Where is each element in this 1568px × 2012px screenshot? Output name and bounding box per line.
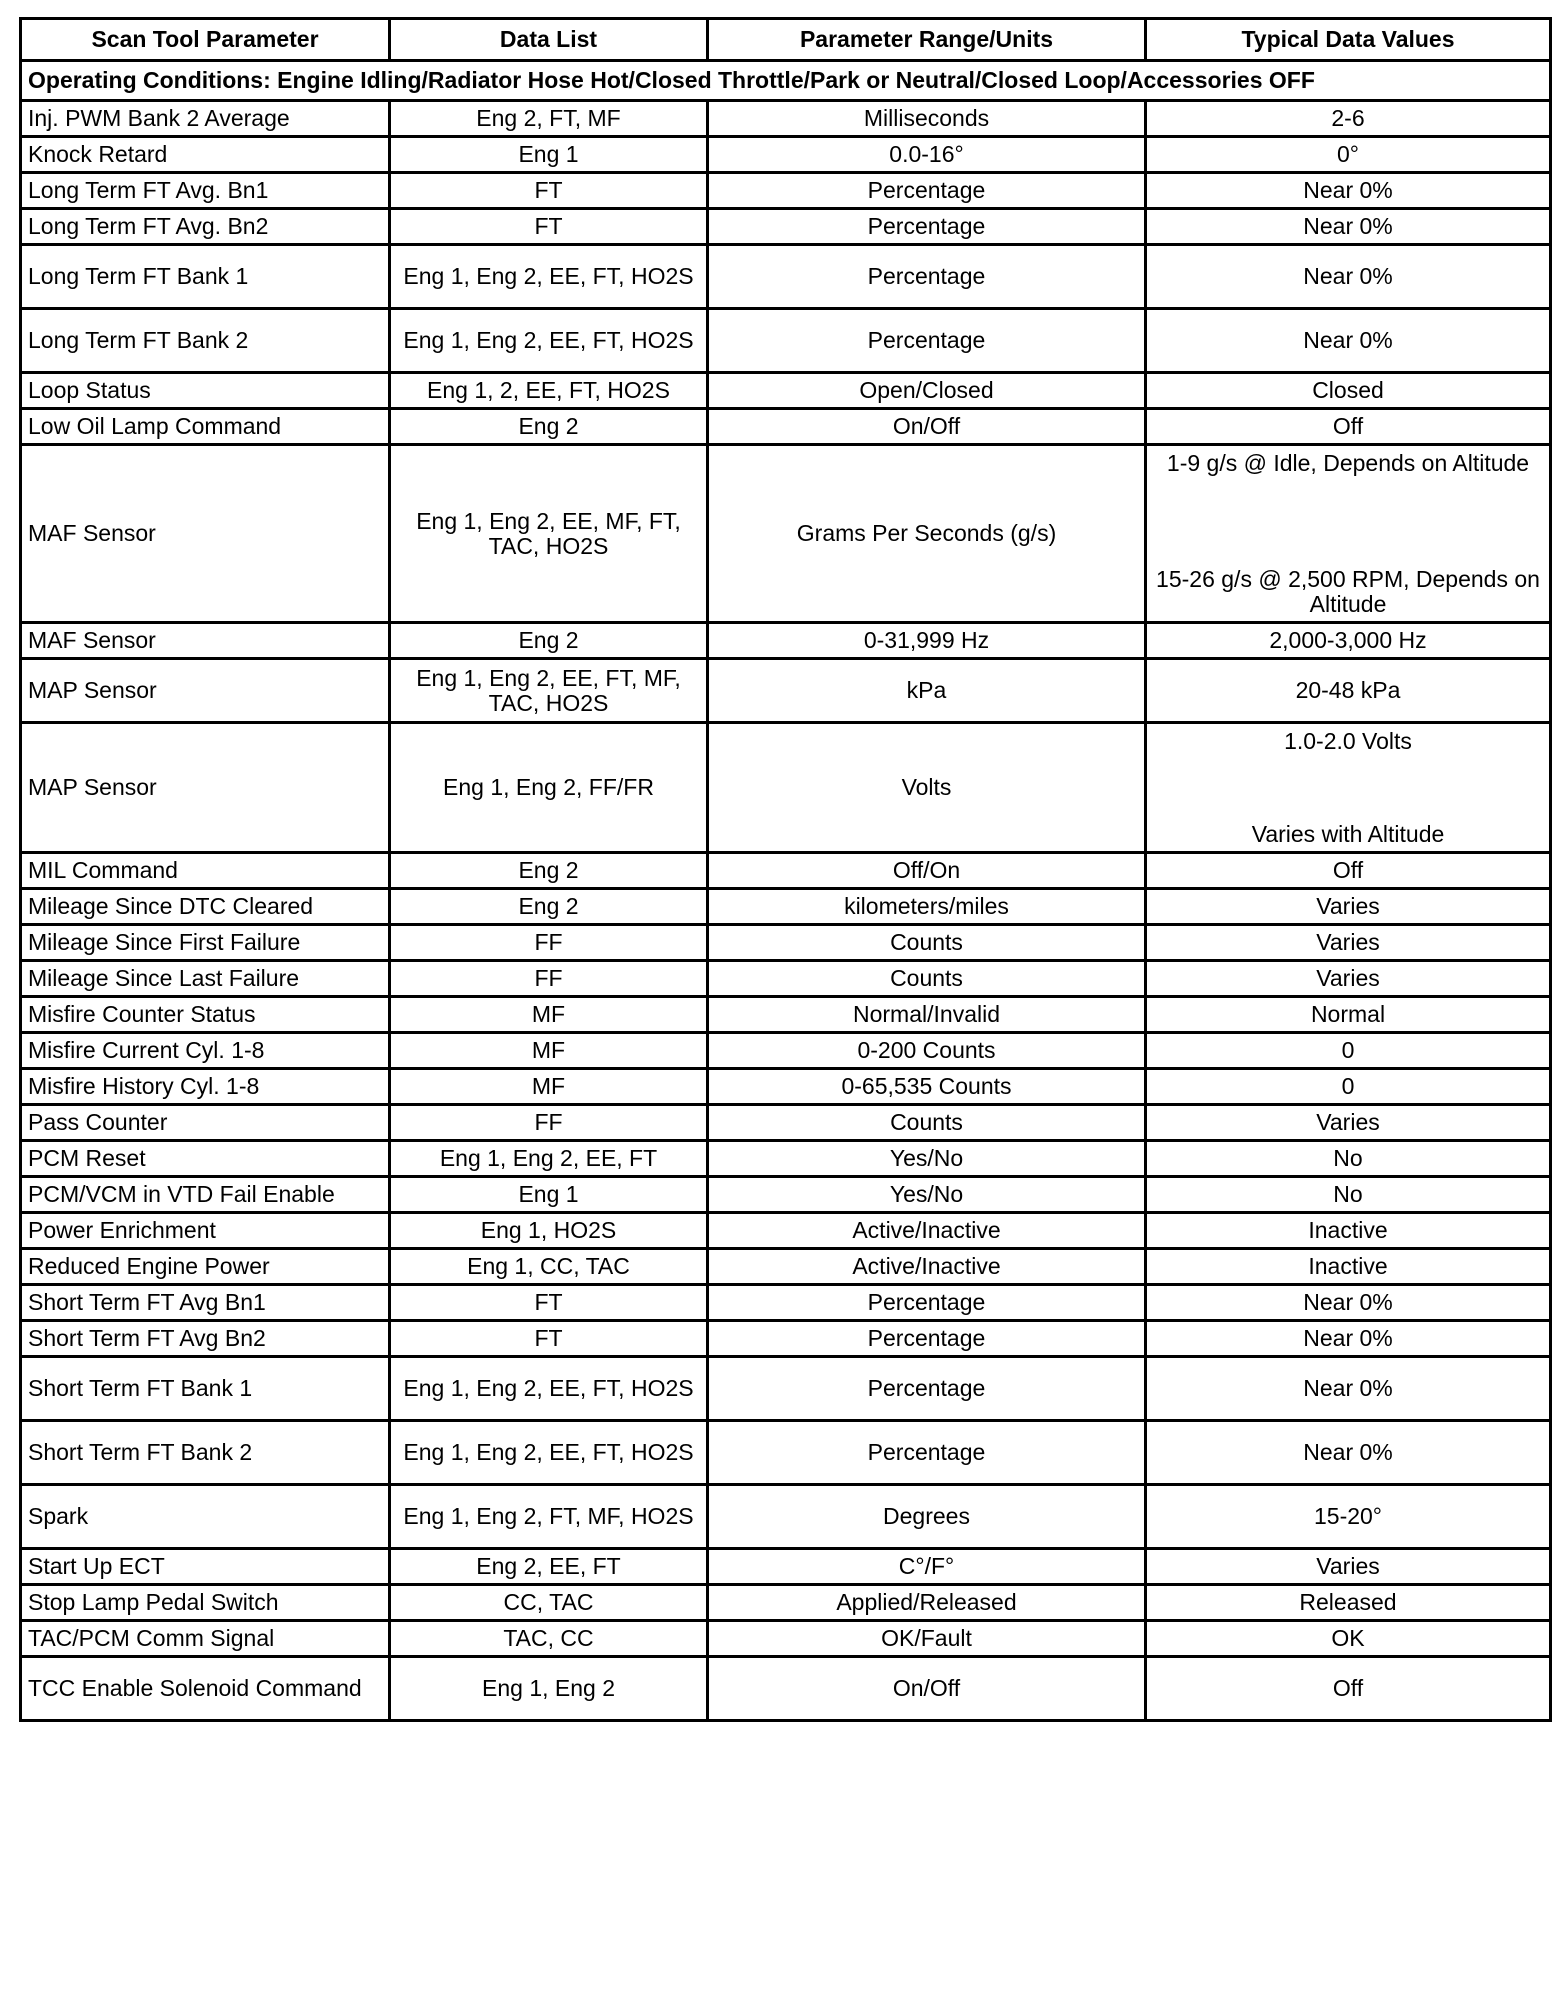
cell-scan-tool-parameter: Knock Retard	[21, 137, 390, 173]
cell-parameter-range-units: Normal/Invalid	[708, 997, 1146, 1033]
cell-typical-data-values: No	[1146, 1177, 1551, 1213]
cell-typical-data-values: Varies	[1146, 961, 1551, 997]
table-row	[21, 1357, 1551, 1421]
cell-scan-tool-parameter: Power Enrichment	[21, 1213, 390, 1249]
cell-parameter-range-units: Percentage	[708, 309, 1146, 373]
table-row	[21, 445, 1551, 623]
cell-scan-tool-parameter: PCM Reset	[21, 1141, 390, 1177]
cell-scan-tool-parameter: MAP Sensor	[21, 659, 390, 723]
cell-data-list: Eng 2	[390, 889, 708, 925]
cell-parameter-range-units: kPa	[708, 659, 1146, 723]
cell-data-list: Eng 1	[390, 137, 708, 173]
cell-parameter-range-units: Percentage	[708, 1285, 1146, 1321]
cell-parameter-range-units: Percentage	[708, 209, 1146, 245]
cell-data-list: Eng 2, EE, FT	[390, 1549, 708, 1585]
table-row	[21, 961, 1551, 997]
cell-typical-data-values: Inactive	[1146, 1213, 1551, 1249]
cell-data-list: Eng 1, CC, TAC	[390, 1249, 708, 1285]
cell-parameter-range-units: 0-31,999 Hz	[708, 623, 1146, 659]
table-row	[21, 1033, 1551, 1069]
cell-data-list: FT	[390, 1285, 708, 1321]
cell-scan-tool-parameter: MAF Sensor	[21, 623, 390, 659]
cell-parameter-range-units: Degrees	[708, 1485, 1146, 1549]
cell-data-list: MF	[390, 997, 708, 1033]
table-row	[21, 173, 1551, 209]
cell-parameter-range-units: Yes/No	[708, 1177, 1146, 1213]
cell-data-list: FF	[390, 961, 708, 997]
cell-parameter-range-units: Yes/No	[708, 1141, 1146, 1177]
cell-data-list: Eng 2	[390, 853, 708, 889]
cell-parameter-range-units: OK/Fault	[708, 1621, 1146, 1657]
cell-parameter-range-units: Percentage	[708, 245, 1146, 309]
cell-parameter-range-units: Percentage	[708, 1421, 1146, 1485]
scan-tool-data-table	[19, 17, 1552, 1722]
cell-data-list: Eng 1, Eng 2, EE, FT	[390, 1141, 708, 1177]
cell-typical-data-values: Near 0%	[1146, 173, 1551, 209]
cell-parameter-range-units: Milliseconds	[708, 101, 1146, 137]
cell-typical-data-values: 15-20°	[1146, 1485, 1551, 1549]
cell-parameter-range-units: On/Off	[708, 1657, 1146, 1721]
table-row	[21, 1069, 1551, 1105]
cell-data-list: Eng 1, 2, EE, FT, HO2S	[390, 373, 708, 409]
cell-data-list: FF	[390, 1105, 708, 1141]
cell-parameter-range-units: Counts	[708, 961, 1146, 997]
cell-data-list: Eng 1, Eng 2, EE, FT, HO2S	[390, 309, 708, 373]
cell-scan-tool-parameter: Short Term FT Avg Bn2	[21, 1321, 390, 1357]
header-data-list: Data List	[390, 19, 708, 61]
cell-typical-data-values: 2,000-3,000 Hz	[1146, 623, 1551, 659]
cell-data-list: Eng 1, Eng 2, FT, MF, HO2S	[390, 1485, 708, 1549]
cell-data-list: Eng 1, Eng 2, EE, MF, FT, TAC, HO2S	[390, 445, 708, 623]
typical-value-line-1: 1.0-2.0 Volts	[1284, 728, 1412, 754]
cell-typical-data-values: Varies	[1146, 1549, 1551, 1585]
cell-data-list: Eng 1, Eng 2, FF/FR	[390, 723, 708, 853]
cell-typical-data-values	[1146, 445, 1551, 623]
table-row	[21, 1141, 1551, 1177]
table-row	[21, 137, 1551, 173]
cell-typical-data-values: 2-6	[1146, 101, 1551, 137]
cell-typical-data-values: Varies	[1146, 1105, 1551, 1141]
cell-parameter-range-units: kilometers/miles	[708, 889, 1146, 925]
cell-typical-data-values: Near 0%	[1146, 1421, 1551, 1485]
cell-data-list: CC, TAC	[390, 1585, 708, 1621]
cell-typical-data-values: Near 0%	[1146, 1285, 1551, 1321]
cell-data-list: Eng 1, Eng 2, EE, FT, HO2S	[390, 1357, 708, 1421]
cell-data-list: Eng 2, FT, MF	[390, 101, 708, 137]
table-row	[21, 245, 1551, 309]
table-row	[21, 1105, 1551, 1141]
cell-data-list: Eng 1, HO2S	[390, 1213, 708, 1249]
cell-scan-tool-parameter: Inj. PWM Bank 2 Average	[21, 101, 390, 137]
cell-scan-tool-parameter: Loop Status	[21, 373, 390, 409]
table-row	[21, 1177, 1551, 1213]
header-row	[21, 19, 1551, 61]
cell-data-list: MF	[390, 1069, 708, 1105]
cell-typical-data-values: Off	[1146, 409, 1551, 445]
cell-typical-data-values: Varies	[1146, 925, 1551, 961]
cell-scan-tool-parameter: Misfire Current Cyl. 1-8	[21, 1033, 390, 1069]
cell-scan-tool-parameter: MIL Command	[21, 853, 390, 889]
header-scan-tool-parameter: Scan Tool Parameter	[21, 19, 390, 61]
table-row	[21, 373, 1551, 409]
cell-typical-data-values: Off	[1146, 853, 1551, 889]
cell-typical-data-values: Off	[1146, 1657, 1551, 1721]
cell-parameter-range-units: Counts	[708, 925, 1146, 961]
cell-typical-data-values: Varies	[1146, 889, 1551, 925]
cell-scan-tool-parameter: Long Term FT Avg. Bn2	[21, 209, 390, 245]
cell-parameter-range-units: Open/Closed	[708, 373, 1146, 409]
cell-typical-data-values: 20-48 kPa	[1146, 659, 1551, 723]
header-typical-data-values: Typical Data Values	[1146, 19, 1551, 61]
cell-data-list: Eng 1, Eng 2, EE, FT, MF, TAC, HO2S	[390, 659, 708, 723]
cell-data-list: TAC, CC	[390, 1621, 708, 1657]
table-row	[21, 1285, 1551, 1321]
cell-scan-tool-parameter: MAF Sensor	[21, 445, 390, 623]
cell-parameter-range-units: Percentage	[708, 173, 1146, 209]
cell-data-list: Eng 1	[390, 1177, 708, 1213]
cell-parameter-range-units: Grams Per Seconds (g/s)	[708, 445, 1146, 623]
cell-parameter-range-units: Percentage	[708, 1357, 1146, 1421]
cell-scan-tool-parameter: Long Term FT Bank 2	[21, 309, 390, 373]
table-row	[21, 101, 1551, 137]
cell-scan-tool-parameter: Mileage Since First Failure	[21, 925, 390, 961]
cell-scan-tool-parameter: Misfire History Cyl. 1-8	[21, 1069, 390, 1105]
cell-typical-data-values	[1146, 723, 1551, 853]
cell-parameter-range-units: 0-200 Counts	[708, 1033, 1146, 1069]
table-row	[21, 623, 1551, 659]
table-row	[21, 1249, 1551, 1285]
cell-scan-tool-parameter: PCM/VCM in VTD Fail Enable	[21, 1177, 390, 1213]
cell-data-list: FT	[390, 209, 708, 245]
cell-scan-tool-parameter: Spark	[21, 1485, 390, 1549]
cell-parameter-range-units: Counts	[708, 1105, 1146, 1141]
cell-scan-tool-parameter: TAC/PCM Comm Signal	[21, 1621, 390, 1657]
cell-scan-tool-parameter: Reduced Engine Power	[21, 1249, 390, 1285]
cell-parameter-range-units: Active/Inactive	[708, 1213, 1146, 1249]
typical-value-line-2: Varies with Altitude	[1251, 821, 1445, 848]
cell-scan-tool-parameter: Pass Counter	[21, 1105, 390, 1141]
table-row	[21, 1485, 1551, 1549]
cell-typical-data-values: Normal	[1146, 997, 1551, 1033]
table-row	[21, 1657, 1551, 1721]
cell-scan-tool-parameter: Short Term FT Bank 1	[21, 1357, 390, 1421]
typical-value-line-2: 15-26 g/s @ 2,500 RPM, Depends on Altitude	[1156, 566, 1540, 618]
cell-parameter-range-units: 0-65,535 Counts	[708, 1069, 1146, 1105]
cell-data-list: MF	[390, 1033, 708, 1069]
cell-scan-tool-parameter: Short Term FT Avg Bn1	[21, 1285, 390, 1321]
cell-data-list: Eng 2	[390, 623, 708, 659]
cell-scan-tool-parameter: Long Term FT Bank 1	[21, 245, 390, 309]
header-parameter-range-units: Parameter Range/Units	[708, 19, 1146, 61]
table-row	[21, 209, 1551, 245]
operating-conditions-row	[21, 61, 1551, 101]
cell-data-list: Eng 1, Eng 2, EE, FT, HO2S	[390, 1421, 708, 1485]
table-row	[21, 1421, 1551, 1485]
cell-data-list: Eng 2	[390, 409, 708, 445]
cell-typical-data-values: 0°	[1146, 137, 1551, 173]
cell-parameter-range-units: C°/F°	[708, 1549, 1146, 1585]
cell-data-list: Eng 1, Eng 2, EE, FT, HO2S	[390, 245, 708, 309]
table-row	[21, 1621, 1551, 1657]
cell-data-list: Eng 1, Eng 2	[390, 1657, 708, 1721]
cell-parameter-range-units: Active/Inactive	[708, 1249, 1146, 1285]
cell-scan-tool-parameter: TCC Enable Solenoid Command	[21, 1657, 390, 1721]
cell-data-list: FT	[390, 1321, 708, 1357]
cell-typical-data-values: Closed	[1146, 373, 1551, 409]
cell-typical-data-values: Inactive	[1146, 1249, 1551, 1285]
table-row	[21, 925, 1551, 961]
table-row	[21, 1321, 1551, 1357]
cell-scan-tool-parameter: MAP Sensor	[21, 723, 390, 853]
cell-typical-data-values: Near 0%	[1146, 209, 1551, 245]
cell-typical-data-values: Near 0%	[1146, 245, 1551, 309]
cell-scan-tool-parameter: Mileage Since Last Failure	[21, 961, 390, 997]
operating-conditions-text: Operating Conditions: Engine Idling/Radiator Hose Hot/Closed Throttle/Park or Neutral/Closed Loop/Accessories OFF	[21, 61, 1551, 101]
cell-typical-data-values: No	[1146, 1141, 1551, 1177]
cell-parameter-range-units: Off/On	[708, 853, 1146, 889]
table-row	[21, 853, 1551, 889]
table-row	[21, 1549, 1551, 1585]
cell-data-list: FF	[390, 925, 708, 961]
cell-parameter-range-units: Volts	[708, 723, 1146, 853]
table-row	[21, 889, 1551, 925]
cell-typical-data-values: Near 0%	[1146, 1321, 1551, 1357]
cell-scan-tool-parameter: Misfire Counter Status	[21, 997, 390, 1033]
table-row	[21, 1213, 1551, 1249]
table-row	[21, 659, 1551, 723]
cell-typical-data-values: Released	[1146, 1585, 1551, 1621]
cell-scan-tool-parameter: Start Up ECT	[21, 1549, 390, 1585]
cell-typical-data-values: 0	[1146, 1033, 1551, 1069]
scan-tool-data-table-document	[19, 17, 1552, 1722]
cell-parameter-range-units: Applied/Released	[708, 1585, 1146, 1621]
typical-value-line-1: 1-9 g/s @ Idle, Depends on Altitude	[1166, 450, 1530, 476]
table-row	[21, 309, 1551, 373]
cell-parameter-range-units: Percentage	[708, 1321, 1146, 1357]
cell-data-list: FT	[390, 173, 708, 209]
table-row	[21, 723, 1551, 853]
cell-scan-tool-parameter: Mileage Since DTC Cleared	[21, 889, 390, 925]
cell-scan-tool-parameter: Low Oil Lamp Command	[21, 409, 390, 445]
cell-typical-data-values: 0	[1146, 1069, 1551, 1105]
cell-scan-tool-parameter: Long Term FT Avg. Bn1	[21, 173, 390, 209]
table-row	[21, 1585, 1551, 1621]
cell-typical-data-values: Near 0%	[1146, 1357, 1551, 1421]
cell-typical-data-values: OK	[1146, 1621, 1551, 1657]
cell-parameter-range-units: 0.0-16°	[708, 137, 1146, 173]
cell-typical-data-values: Near 0%	[1146, 309, 1551, 373]
cell-parameter-range-units: On/Off	[708, 409, 1146, 445]
cell-scan-tool-parameter: Short Term FT Bank 2	[21, 1421, 390, 1485]
cell-scan-tool-parameter: Stop Lamp Pedal Switch	[21, 1585, 390, 1621]
table-row	[21, 409, 1551, 445]
table-row	[21, 997, 1551, 1033]
